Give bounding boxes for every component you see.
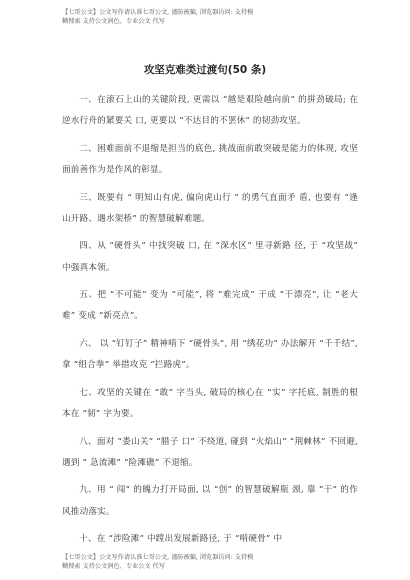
paragraph-1: 一、在滚石上山的关键阶段, 更需以 “越是艰险越向前” 的拼劲破局; 在逆水行舟的紧要关 口, 更要以 “不达目的不罢休” 的韧劲攻坚。 xyxy=(62,95,358,127)
paragraph-2: 二、困难面前不退缩是担当的底色, 挑战面前敢突破是能力的体现, 攻坚面前善作为是作风的彰显。 xyxy=(62,143,358,175)
footer-watermark-note xyxy=(62,553,362,571)
paragraph-10: 十、在 “涉险滩” 中蹚出发展新路径, 于 “啃硬骨” 中 xyxy=(79,534,283,545)
document-body xyxy=(62,90,358,555)
paragraph-4: 四、从 “硬骨头” 中找突破 口, 在 “深水区” 里寻新路 径, 于 “攻坚战” 中强真本领。 xyxy=(62,241,358,273)
footer-note-line-2: 糊搜索 支持公文润色、专业公文 代写 xyxy=(62,563,165,570)
header-note-line-1: 【七哥公文】公文写作请认准七哥公文, 谨防被骗, 浏览器访问: 支持模 xyxy=(62,9,254,16)
header-note-line-2: 糊搜索 支持公文润色、专业公文 代写 xyxy=(62,18,165,25)
paragraph-5: 五、把 “不可能” 变为 “可能”, 将 “难完成” 干成 “干漂亮”, 让 “老大难” 变成 “新亮点”。 xyxy=(62,290,358,322)
paragraph-3: 三、既要有 “ 明知山有虎, 偏向虎山行 ” 的勇气直面矛 盾, 也要有 “逢山开路、遇水架桥” 的智慧破解难题。 xyxy=(62,192,358,224)
header-watermark-note xyxy=(62,8,362,26)
paragraph-7: 七、攻坚的关键在 “敢” 字当头, 破局的核心在 “实” 字托底, 制胜的根本在 “韧” 字为要。 xyxy=(62,387,358,419)
paragraph-9: 九、用 “ 闯” 的魄力打开局面, 以 “创” 的智慧破解瓶 颈, 靠 “干” 的作风推动落实。 xyxy=(62,485,358,517)
paragraph-6: 六、 以 “钉钉子” 精神啃下 “硬骨头”, 用 “绣花功” 办法解开 “千千结”, 拿 “组合拳” 举措攻克 “拦路虎”。 xyxy=(62,338,358,371)
footer-note-line-1: 【七哥公文】公文写作请认准七哥公文, 谨防被骗, 浏览器访问: 支持模 xyxy=(62,554,254,561)
paragraph-8: 八、面对 “娄山关” “腊子 口” 不绕道, 碰到 “火焰山” “荆棘林” 不回避, 遇到 “ 急流滩” “险滩礁” 不退缩。 xyxy=(62,436,358,468)
document-title: 攻坚克难类过渡句(50 条) xyxy=(143,64,267,76)
